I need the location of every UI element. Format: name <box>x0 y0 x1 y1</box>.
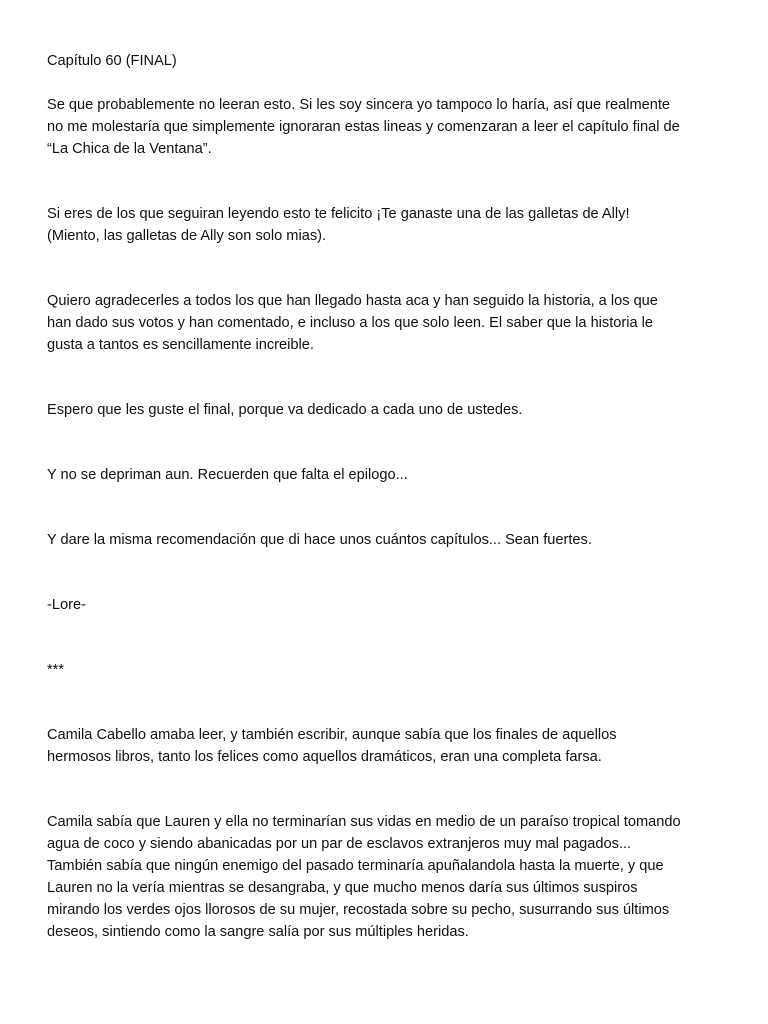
recommend-paragraph: Y dare la misma recomendación que di hace unos cuántos capítulos... Sean fuertes. <box>47 532 592 548</box>
thanks-line: Quiero agradecerles a todos los que han llegado hasta aca y han seguido la historia, a los que <box>47 293 658 309</box>
section-separator: *** <box>47 662 65 678</box>
story-line: Lauren no la vería mientras se desangraba, y que mucho menos daría sus últimos suspiros <box>47 880 638 896</box>
cookies-line: (Miento, las galletas de Ally son solo mias). <box>47 228 327 244</box>
story-line: mirando los verdes ojos llorosos de su mujer, recostada sobre su pecho, susurrando sus últimos <box>47 902 670 918</box>
story-line: hermosos libros, tanto los felices como aquellos dramáticos, eran una completa farsa. <box>47 749 602 765</box>
story-paragraph-1 <box>47 724 737 768</box>
chapter-title: Capítulo 60 (FINAL) <box>47 53 177 69</box>
epilogue-paragraph: Y no se depriman aun. Recuerden que falta el epilogo... <box>47 467 408 483</box>
thanks-paragraph <box>47 290 737 356</box>
author-signature: -Lore- <box>47 597 86 613</box>
intro-line: “La Chica de la Ventana”. <box>47 141 212 157</box>
hope-paragraph: Espero que les guste el final, porque va dedicado a cada uno de ustedes. <box>47 402 523 418</box>
story-line: deseos, sintiendo como la sangre salía por sus múltiples heridas. <box>47 924 469 940</box>
intro-line: no me molestaría que simplemente ignoraran estas lineas y comenzaran a leer el capítulo final de <box>47 119 680 135</box>
cookies-line: Si eres de los que seguiran leyendo esto te felicito ¡Te ganaste una de las galletas de Ally! <box>47 206 630 222</box>
story-line: Camila Cabello amaba leer, y también escribir, aunque sabía que los finales de aquellos <box>47 727 617 743</box>
story-line: Camila sabía que Lauren y ella no terminarían sus vidas en medio de un paraíso tropical tomando <box>47 814 681 830</box>
cookies-paragraph <box>47 203 737 247</box>
story-line: agua de coco y siendo abanicadas por un par de esclavos extranjeros muy mal pagados... <box>47 836 632 852</box>
document-page <box>47 50 737 943</box>
story-paragraph-2 <box>47 811 737 943</box>
thanks-line: han dado sus votos y han comentado, e incluso a los que solo leen. El saber que la historia le <box>47 315 654 331</box>
intro-line: Se que probablemente no leeran esto. Si les soy sincera yo tampoco lo haría, así que realmente <box>47 97 671 113</box>
thanks-line: gusta a tantos es sencillamente increible. <box>47 337 314 353</box>
story-line: También sabía que ningún enemigo del pasado terminaría apuñalandola hasta la muerte, y que <box>47 858 664 874</box>
intro-paragraph <box>47 94 737 160</box>
